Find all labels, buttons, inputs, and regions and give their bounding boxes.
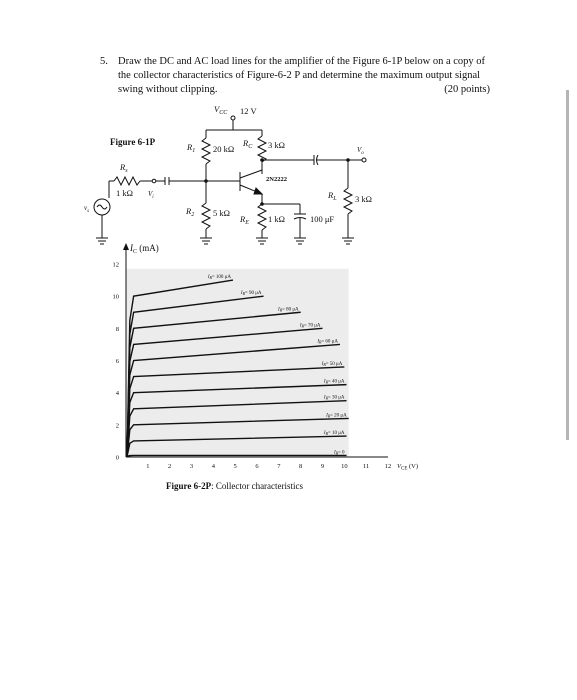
y-tick-label: 6 [115,358,119,365]
x-tick-label: 10 [341,463,348,470]
x-tick-label: 5 [233,463,237,470]
ib-curve-label: $I_B= 60$ μA [317,339,338,345]
x-axis-label: $V_{CE}$ (V) [397,463,419,472]
r1-label: $R_1$ [187,142,196,154]
ib-curve-label: $I_B= 50$ μA [321,361,343,367]
rc-value: 3 kΩ [268,140,285,150]
rl-label: $R_L$ [328,190,337,202]
x-tick-label: 4 [211,463,215,470]
ib-curve-label: $I_B= 100$ μA [207,275,231,281]
vo-label: $V_o$ [357,146,364,156]
vcc-label: $V_{CC}$ [214,104,228,116]
ib-curve-label: $I_B= 20$ μA [326,413,347,419]
x-tick-label: 6 [255,463,259,470]
ib-curve [127,455,346,456]
rc-label: $R_C$ [243,138,253,150]
r2-value: 5 kΩ [213,208,230,218]
question-number: 5. [100,56,108,67]
figure-6-2p-caption: Figure 6-2P: Collector characteristics [166,481,304,491]
x-tick-label: 2 [168,463,172,470]
ib-curve-label: $I_B= 10$ μA [323,431,345,437]
figure-6-1p-label: Figure 6-1P [110,137,156,147]
vi-label: $V_i$ [148,190,154,200]
rs-label: $R_s$ [120,162,128,174]
ib-curve-label: $I_B= 30$ μA [323,395,345,401]
y-tick-label: 10 [112,293,119,301]
y-axis-label: $I_C$ (mA) [130,243,159,255]
question-text: Draw the DC and AC load lines for the amplifier of the Figure 6-1P below on a copy of the collector characteristics of Figure-6-2 P and determine the maximum output signal swing without clipping. [118,56,486,95]
y-tick-label: 4 [115,390,119,398]
ib-curve-label: $I_B= 0$ [333,450,345,456]
y-tick-label: 0 [115,454,119,462]
y-tick-label: 8 [115,325,119,333]
transistor-label: 2N2222 [266,176,287,183]
plot-background [126,269,349,457]
ib-curve-label: $I_B= 90$ μA [240,291,262,297]
ce-value: 100 μF [310,214,335,224]
ib-curve-label: $I_B= 40$ μA [323,379,345,385]
rl-value: 3 kΩ [355,194,372,204]
x-tick-label: 1 [146,463,150,470]
x-tick-label: 11 [363,463,370,470]
r1-value: 20 kΩ [213,144,235,154]
question-points: (20 points) [444,84,490,95]
x-tick-label: 9 [320,463,325,470]
y-tick-label: 2 [115,422,119,430]
page-edge [566,90,569,440]
x-tick-label: 7 [277,463,281,470]
r2-label: $R_2$ [186,206,195,218]
y-axis-arrow [123,243,129,250]
x-tick-label: 8 [299,463,303,470]
ib-curve-label: $I_B= 70$ μA [299,323,321,329]
y-tick-label: 12 [112,261,119,269]
x-tick-label: 3 [189,463,194,470]
ib-curve-label: $I_B= 80$ μA [278,307,299,313]
vs-label: $v_s$ [84,204,90,214]
vcc-value: 12 V [240,106,257,116]
re-value: 1 kΩ [268,214,285,224]
rs-value: 1 kΩ [116,188,133,198]
x-tick-label: 12 [384,463,392,470]
re-label: $R_E$ [240,214,249,226]
